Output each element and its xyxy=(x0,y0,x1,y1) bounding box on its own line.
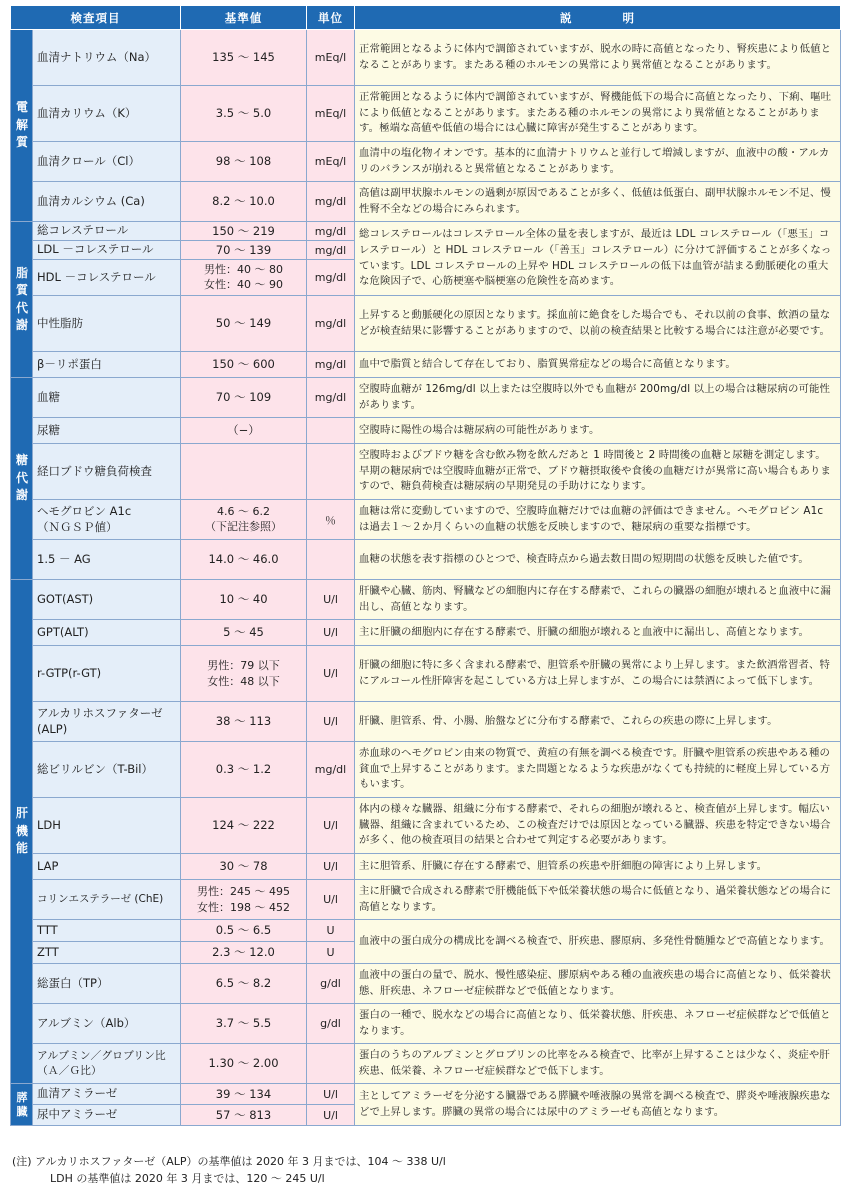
item-name: 尿中アミラーゼ xyxy=(33,1105,181,1126)
ref-value: 135 ～ 145 xyxy=(181,30,307,86)
table-row xyxy=(11,1084,841,1105)
description: 血糖は常に変動していますので、空腹時血糖だけでは血糖の評価はできません。ヘモグロビン A1c は過去１～２か月くらいの血糖の状態を反映しますので、糖尿病の重要な指標です。 xyxy=(355,500,841,540)
unit xyxy=(307,1044,355,1084)
item-name: コリンエステラーゼ (ChE) xyxy=(33,880,181,920)
ref-value: 39 ～ 134 xyxy=(181,1084,307,1105)
footnote-alp: (注) アルカリホスファターゼ（ALP）の基準値は 2020 年 3 月までは、104 ～ 338 U/l xyxy=(12,1155,446,1168)
table-row xyxy=(11,1044,841,1084)
description: 空腹時血糖が 126mg/dl 以上または空腹時以外でも血糖が 200mg/dl 以上の場合は糖尿病の可能性があります。 xyxy=(355,378,841,418)
ref-value: 70 ～ 139 xyxy=(181,241,307,260)
unit: U/l xyxy=(307,580,355,620)
ref-value: 3.7 ～ 5.5 xyxy=(181,1004,307,1044)
unit xyxy=(307,444,355,500)
item-name: 血清クロール（Cl） xyxy=(33,142,181,182)
category-pancreas: 膵臓 xyxy=(11,1084,33,1126)
item-name: HDL －コレステロール xyxy=(33,260,181,296)
ref-value: 14.0 ～ 46.0 xyxy=(181,540,307,580)
header-desc: 説 明 xyxy=(355,6,841,30)
unit: U/l xyxy=(307,798,355,854)
ref-value xyxy=(181,444,307,500)
description: 体内の様々な臓器、組織に分布する酵素で、それらの細胞が壊れると、検査値が上昇します。幅広い臓器、組織に含まれているため、この検査だけでは原因となっている臓器、疾患を特定できない場合が多く、他の検査項目の結果と合わせて判定する必要があります。 xyxy=(355,798,841,854)
item-name: 血清ナトリウム（Na） xyxy=(33,30,181,86)
description: 主としてアミラーゼを分泌する臓器である膵臓や唾液腺の異常を調べる検査で、膵炎や唾液腺疾患などで上昇します。膵臓の異常の場合には尿中のアミラーゼも高値となります。 xyxy=(355,1084,841,1126)
ref-value: 0.5 ～ 6.5 xyxy=(181,920,307,942)
description: 肝臓の細胞に特に多く含まれる酵素で、胆管系や肝臓の異常により上昇します。また飲酒常習者、特にアルコール性肝障害を起こしている方は上昇しますが、この場合には禁酒によって低下します。 xyxy=(355,646,841,702)
unit: mEq/l xyxy=(307,142,355,182)
table-row xyxy=(11,1004,841,1044)
unit: mg/dl xyxy=(307,742,355,798)
unit: U/l xyxy=(307,880,355,920)
item-name: GPT(ALT) xyxy=(33,620,181,646)
unit: mg/dl xyxy=(307,182,355,222)
table-row xyxy=(11,142,841,182)
description: 空腹時に陽性の場合は糖尿病の可能性があります。 xyxy=(355,418,841,444)
footnotes xyxy=(12,1153,446,1187)
ref-value: 6.5 ～ 8.2 xyxy=(181,964,307,1004)
table-row xyxy=(11,418,841,444)
unit: mg/dl xyxy=(307,222,355,241)
description: 血中で脂質と結合して存在しており、脂質異常症などの場合に高値となります。 xyxy=(355,352,841,378)
table-row xyxy=(11,30,841,86)
table-row xyxy=(11,182,841,222)
item-name: LDL －コレステロール xyxy=(33,241,181,260)
ref-value: 5 ～ 45 xyxy=(181,620,307,646)
unit: mg/dl xyxy=(307,296,355,352)
description: 蛋白の一種で、脱水などの場合に高値となり、低栄養状態、肝疾患、ネフローゼ症候群などで低値となります。 xyxy=(355,1004,841,1044)
description: 血糖の状態を表す指標のひとつで、検査時点から過去数日間の短期間の状態を反映した値です。 xyxy=(355,540,841,580)
ref-value: 0.3 ～ 1.2 xyxy=(181,742,307,798)
item-name: 総蛋白（TP） xyxy=(33,964,181,1004)
table-row xyxy=(11,854,841,880)
item-name: アルブミン（Alb） xyxy=(33,1004,181,1044)
table-row xyxy=(11,540,841,580)
ref-value: 98 ～ 108 xyxy=(181,142,307,182)
unit: U xyxy=(307,920,355,942)
unit: g/dl xyxy=(307,1004,355,1044)
description: 肝臓、胆管系、骨、小腸、胎盤などに分布する酵素で、これらの疾患の際に上昇します。 xyxy=(355,702,841,742)
unit xyxy=(307,418,355,444)
ref-value: 3.5 ～ 5.0 xyxy=(181,86,307,142)
unit: U/l xyxy=(307,620,355,646)
description: 上昇すると動脈硬化の原因となります。採血前に絶食をした場合でも、それ以前の食事、飲酒の量などが検査結果に影響することがありますので、以前の検査結果と比較する場合には注意が必要です。 xyxy=(355,296,841,352)
item-name: 1.5 － AG xyxy=(33,540,181,580)
ref-value: 50 ～ 149 xyxy=(181,296,307,352)
table-row xyxy=(11,798,841,854)
table-row xyxy=(11,222,841,241)
item-name: 中性脂肪 xyxy=(33,296,181,352)
description: 総コレステロールはコレステロール全体の量を表しますが、最近は LDL コレステロール（「悪玉」コレステロール）と HDL コレステロール（「善玉」コレステロール）に分けて評価することが多くなっています。LDL コレステロールの上昇や HDL コレステロールの低下は血管が詰まる動脈硬化の重大な危険因子で、心筋梗塞や脳梗塞の危険性を高めます。 xyxy=(355,222,841,296)
unit: mEq/l xyxy=(307,30,355,86)
table-row xyxy=(11,920,841,942)
ref-value: 70 ～ 109 xyxy=(181,378,307,418)
table-row xyxy=(11,500,841,540)
category-lipid: 脂質代謝 xyxy=(11,222,33,378)
unit: U xyxy=(307,942,355,964)
item-name: 経口ブドウ糖負荷検査 xyxy=(33,444,181,500)
item-name: 総ビリルビン（T-Bil） xyxy=(33,742,181,798)
table-row xyxy=(11,620,841,646)
unit: mg/dl xyxy=(307,260,355,296)
item-name: 血清カルシウム (Ca) xyxy=(33,182,181,222)
ref-value: 150 ～ 600 xyxy=(181,352,307,378)
table-row xyxy=(11,646,841,702)
category-liver: 肝機能 xyxy=(11,580,33,1084)
item-name: 総コレステロール xyxy=(33,222,181,241)
ref-value: 57 ～ 813 xyxy=(181,1105,307,1126)
ref-value: 男性：40 ～ 80 女性：40 ～ 90 xyxy=(181,260,307,296)
description: 主に肝臓で合成される酵素で肝機能低下や低栄養状態の場合に低値となり、過栄養状態などの場合に高値となります。 xyxy=(355,880,841,920)
table-row xyxy=(11,444,841,500)
item-name: ヘモグロビン A1c （ＮＧＳＰ値） xyxy=(33,500,181,540)
item-name: r-GTP(r-GT) xyxy=(33,646,181,702)
table-row xyxy=(11,86,841,142)
unit: U/l xyxy=(307,1105,355,1126)
table-row xyxy=(11,378,841,418)
item-name: 血糖 xyxy=(33,378,181,418)
header-unit: 単位 xyxy=(307,6,355,30)
table-row xyxy=(11,352,841,378)
item-name: 血清アミラーゼ xyxy=(33,1084,181,1105)
unit: U/l xyxy=(307,854,355,880)
ref-value: 150 ～ 219 xyxy=(181,222,307,241)
item-name: 尿糖 xyxy=(33,418,181,444)
ref-value: 2.3 ～ 12.0 xyxy=(181,942,307,964)
header-item: 検査項目 xyxy=(11,6,181,30)
ref-value: （−） xyxy=(181,418,307,444)
table-row xyxy=(11,964,841,1004)
header-ref: 基準値 xyxy=(181,6,307,30)
description: 空腹時およびブドウ糖を含む飲み物を飲んだあと 1 時間後と 2 時間後の血糖と尿糖を測定します。早期の糖尿病では空腹時血糖が正常で、ブドウ糖摂取後や食後の血糖だけが異常に高い場合もありますので、糖負荷検査は糖尿病の早期発見の手助けになります。 xyxy=(355,444,841,500)
item-name: アルカリホスファターゼ (ALP) xyxy=(33,702,181,742)
ref-value: 8.2 ～ 10.0 xyxy=(181,182,307,222)
description: 赤血球のヘモグロビン由来の物質で、黄疸の有無を調べる検査です。肝臓や胆管系の疾患やある種の貧血で上昇することがあります。また問題となるような疾患がなくても持続的に軽度上昇している方もいます。 xyxy=(355,742,841,798)
unit: mg/dl xyxy=(307,352,355,378)
unit: mg/dl xyxy=(307,378,355,418)
unit xyxy=(307,540,355,580)
description: 肝臓や心臓、筋肉、腎臓などの細胞内に存在する酵素で、これらの臓器の細胞が壊れると血液中に漏出し、高値となります。 xyxy=(355,580,841,620)
unit: ％ xyxy=(307,500,355,540)
ref-value: 10 ～ 40 xyxy=(181,580,307,620)
ref-value: 30 ～ 78 xyxy=(181,854,307,880)
item-name: GOT(AST) xyxy=(33,580,181,620)
item-name: 血清カリウム（K） xyxy=(33,86,181,142)
description: 血清中の塩化物イオンです。基本的に血清ナトリウムと並行して増減しますが、血液中の酸・アルカリのバランスが崩れると異常値となることがあります。 xyxy=(355,142,841,182)
table-row xyxy=(11,742,841,798)
item-name: LAP xyxy=(33,854,181,880)
description: 正常範囲となるように体内で調節されていますが、脱水の時に高値となったり、腎疾患により低値となることがあります。またある種のホルモンの異常により異常値となることがあります。 xyxy=(355,30,841,86)
description: 正常範囲となるように体内で調節されていますが、腎機能低下の場合に高値となったり、下痢、嘔吐により低値となることがあります。またある種のホルモンの異常により異常値となることがあります。極端な高値や低値の場合には心臓に障害が発生することがあります。 xyxy=(355,86,841,142)
item-name: β－リポ蛋白 xyxy=(33,352,181,378)
description: 血液中の蛋白の量で、脱水、慢性感染症、膠原病やある種の血液疾患の場合に高値となり、低栄養状態、肝疾患、ネフローゼ症候群などで低値となります。 xyxy=(355,964,841,1004)
unit: mg/dl xyxy=(307,241,355,260)
ref-value: 男性：79 以下 女性：48 以下 xyxy=(181,646,307,702)
ref-value: 124 ～ 222 xyxy=(181,798,307,854)
table-row xyxy=(11,296,841,352)
unit: mEq/l xyxy=(307,86,355,142)
item-name: LDH xyxy=(33,798,181,854)
table-row xyxy=(11,580,841,620)
description: 血液中の蛋白成分の構成比を調べる検査で、肝疾患、膠原病、多発性骨髄腫などで高値となります。 xyxy=(355,920,841,964)
lab-test-table xyxy=(10,5,841,1126)
table-row xyxy=(11,880,841,920)
description: 主に肝臓の細胞内に存在する酵素で、肝臓の細胞が壊れると血液中に漏出し、高値となります。 xyxy=(355,620,841,646)
category-sugar: 糖代謝 xyxy=(11,378,33,580)
ref-value: 4.6 ～ 6.2 （下記注参照） xyxy=(181,500,307,540)
unit: g/dl xyxy=(307,964,355,1004)
description: 蛋白のうちのアルブミンとグロブリンの比率をみる検査で、比率が上昇することは少なく、炎症や肝疾患、低栄養、ネフローゼ症候群などで低下します。 xyxy=(355,1044,841,1084)
table-header-row xyxy=(11,6,841,30)
ref-value: 1.30 ～ 2.00 xyxy=(181,1044,307,1084)
category-electrolyte: 電解質 xyxy=(11,30,33,222)
unit: U/l xyxy=(307,646,355,702)
item-name: TTT xyxy=(33,920,181,942)
footnote-ldh: LDH の基準値は 2020 年 3 月までは、120 ～ 245 U/l xyxy=(50,1172,325,1186)
ref-value: 男性：245 ～ 495 女性：198 ～ 452 xyxy=(181,880,307,920)
description: 主に胆管系、肝臓に存在する酵素で、胆管系の疾患や肝細胞の障害により上昇します。 xyxy=(355,854,841,880)
ref-value: 38 ～ 113 xyxy=(181,702,307,742)
table-row xyxy=(11,702,841,742)
description: 高値は副甲状腺ホルモンの過剰が原因であることが多く、低値は低蛋白、副甲状腺ホルモン不足、慢性腎不全などの場合にみられます。 xyxy=(355,182,841,222)
unit: U/l xyxy=(307,702,355,742)
item-name: ZTT xyxy=(33,942,181,964)
unit: U/l xyxy=(307,1084,355,1105)
item-name: アルブミン／グロブリン比 （Ａ／Ｇ比） xyxy=(33,1044,181,1084)
